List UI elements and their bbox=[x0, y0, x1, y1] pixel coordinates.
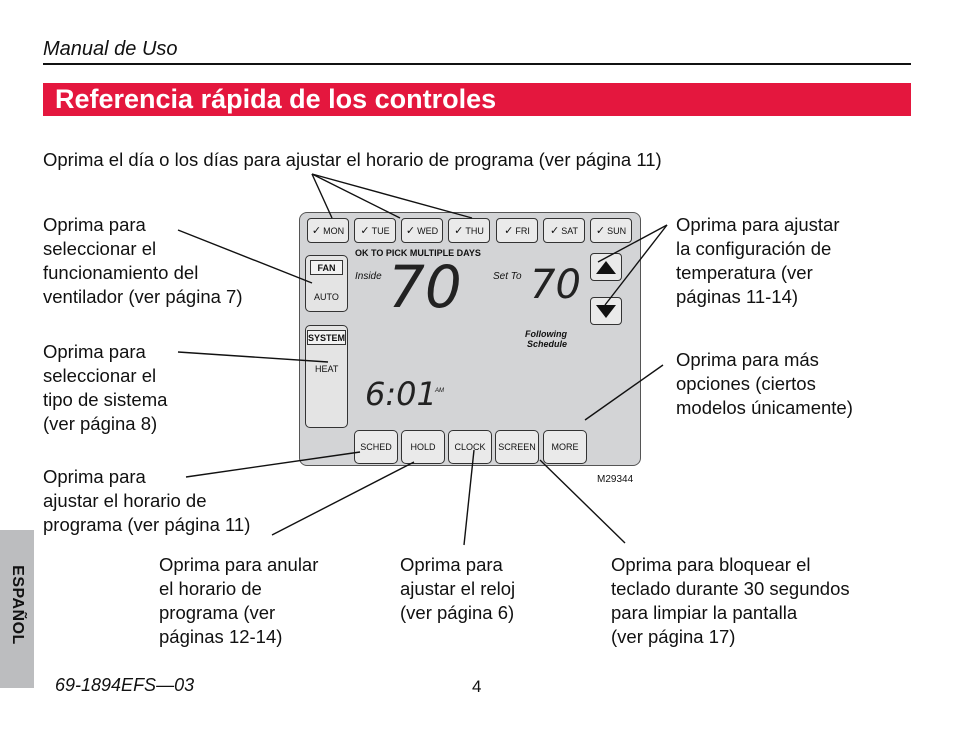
more-button[interactable]: MORE bbox=[543, 430, 587, 464]
day-label: WED bbox=[417, 225, 439, 236]
page-number: 4 bbox=[472, 677, 482, 696]
fan-label: FAN bbox=[310, 260, 343, 275]
callout-fan: Oprima para seleccionar el funcionamiento del ventilador (ver página 7) bbox=[43, 214, 243, 307]
callout-screen: Oprima para bloquear el teclado durante 30 segundos para limpiar la pantalla (ver página 17) bbox=[611, 554, 850, 647]
manual-header: Manual de Uso bbox=[43, 38, 178, 60]
callout-clock: Oprima para ajustar el reloj (ver página 6) bbox=[400, 554, 516, 623]
check-icon: ✓ bbox=[405, 225, 416, 237]
page-title: Referencia rápida de los controles bbox=[55, 84, 497, 114]
language-label: ESPAÑOL bbox=[9, 565, 26, 645]
check-icon: ✓ bbox=[454, 225, 464, 237]
callout-temp: Oprima para ajustar la configuración de temperatura (ver páginas 11-14) bbox=[676, 214, 840, 307]
callout-system: Oprima para seleccionar el tipo de sistema (ver página 8) bbox=[43, 341, 168, 434]
hold-button[interactable]: HOLD bbox=[401, 430, 445, 464]
fan-value: AUTO bbox=[314, 292, 339, 302]
day-label: THU bbox=[465, 225, 484, 236]
set-to-label: Set To bbox=[493, 271, 522, 282]
sched-button[interactable]: SCHED bbox=[354, 430, 398, 464]
inside-temperature: 70 bbox=[388, 253, 462, 321]
day-label: MON bbox=[323, 225, 345, 236]
schedule-text: Schedule bbox=[527, 339, 568, 349]
day-label: TUE bbox=[371, 225, 390, 236]
document-number: 69-1894EFS—03 bbox=[55, 675, 195, 695]
callout-sched: Oprima para ajustar el horario de programa (ver página 11) bbox=[43, 466, 251, 535]
callout-more: Oprima para más opciones (ciertos modelos únicamente) bbox=[676, 349, 853, 418]
clock-time: 6:01 bbox=[365, 375, 437, 413]
inside-label: Inside bbox=[355, 271, 382, 282]
ok-multiple-days-text: OK TO PICK MULTIPLE DAYS bbox=[355, 248, 481, 258]
set-temperature: 70 bbox=[530, 262, 581, 308]
day-label: SAT bbox=[561, 225, 579, 236]
model-number: M29344 bbox=[597, 474, 634, 485]
day-label: FRI bbox=[515, 225, 530, 236]
check-icon: ✓ bbox=[549, 225, 560, 237]
screen-button[interactable]: SCREEN bbox=[495, 430, 539, 464]
clock-button[interactable]: CLOCK bbox=[448, 430, 492, 464]
callout-days: Oprima el día o los días para ajustar el horario de programa (ver página 11) bbox=[43, 149, 662, 170]
day-label: SUN bbox=[607, 225, 627, 236]
check-icon: ✓ bbox=[504, 225, 514, 237]
system-value: HEAT bbox=[315, 364, 339, 374]
am-pm-indicator: AM bbox=[435, 388, 444, 394]
callout-hold: Oprima para anular el horario de programa (ver páginas 12-14) bbox=[159, 554, 319, 647]
system-label: SYSTEM bbox=[307, 330, 346, 345]
check-icon: ✓ bbox=[360, 225, 370, 237]
following-text: Following bbox=[525, 329, 567, 339]
check-icon: ✓ bbox=[595, 225, 606, 237]
check-icon: ✓ bbox=[311, 225, 322, 237]
